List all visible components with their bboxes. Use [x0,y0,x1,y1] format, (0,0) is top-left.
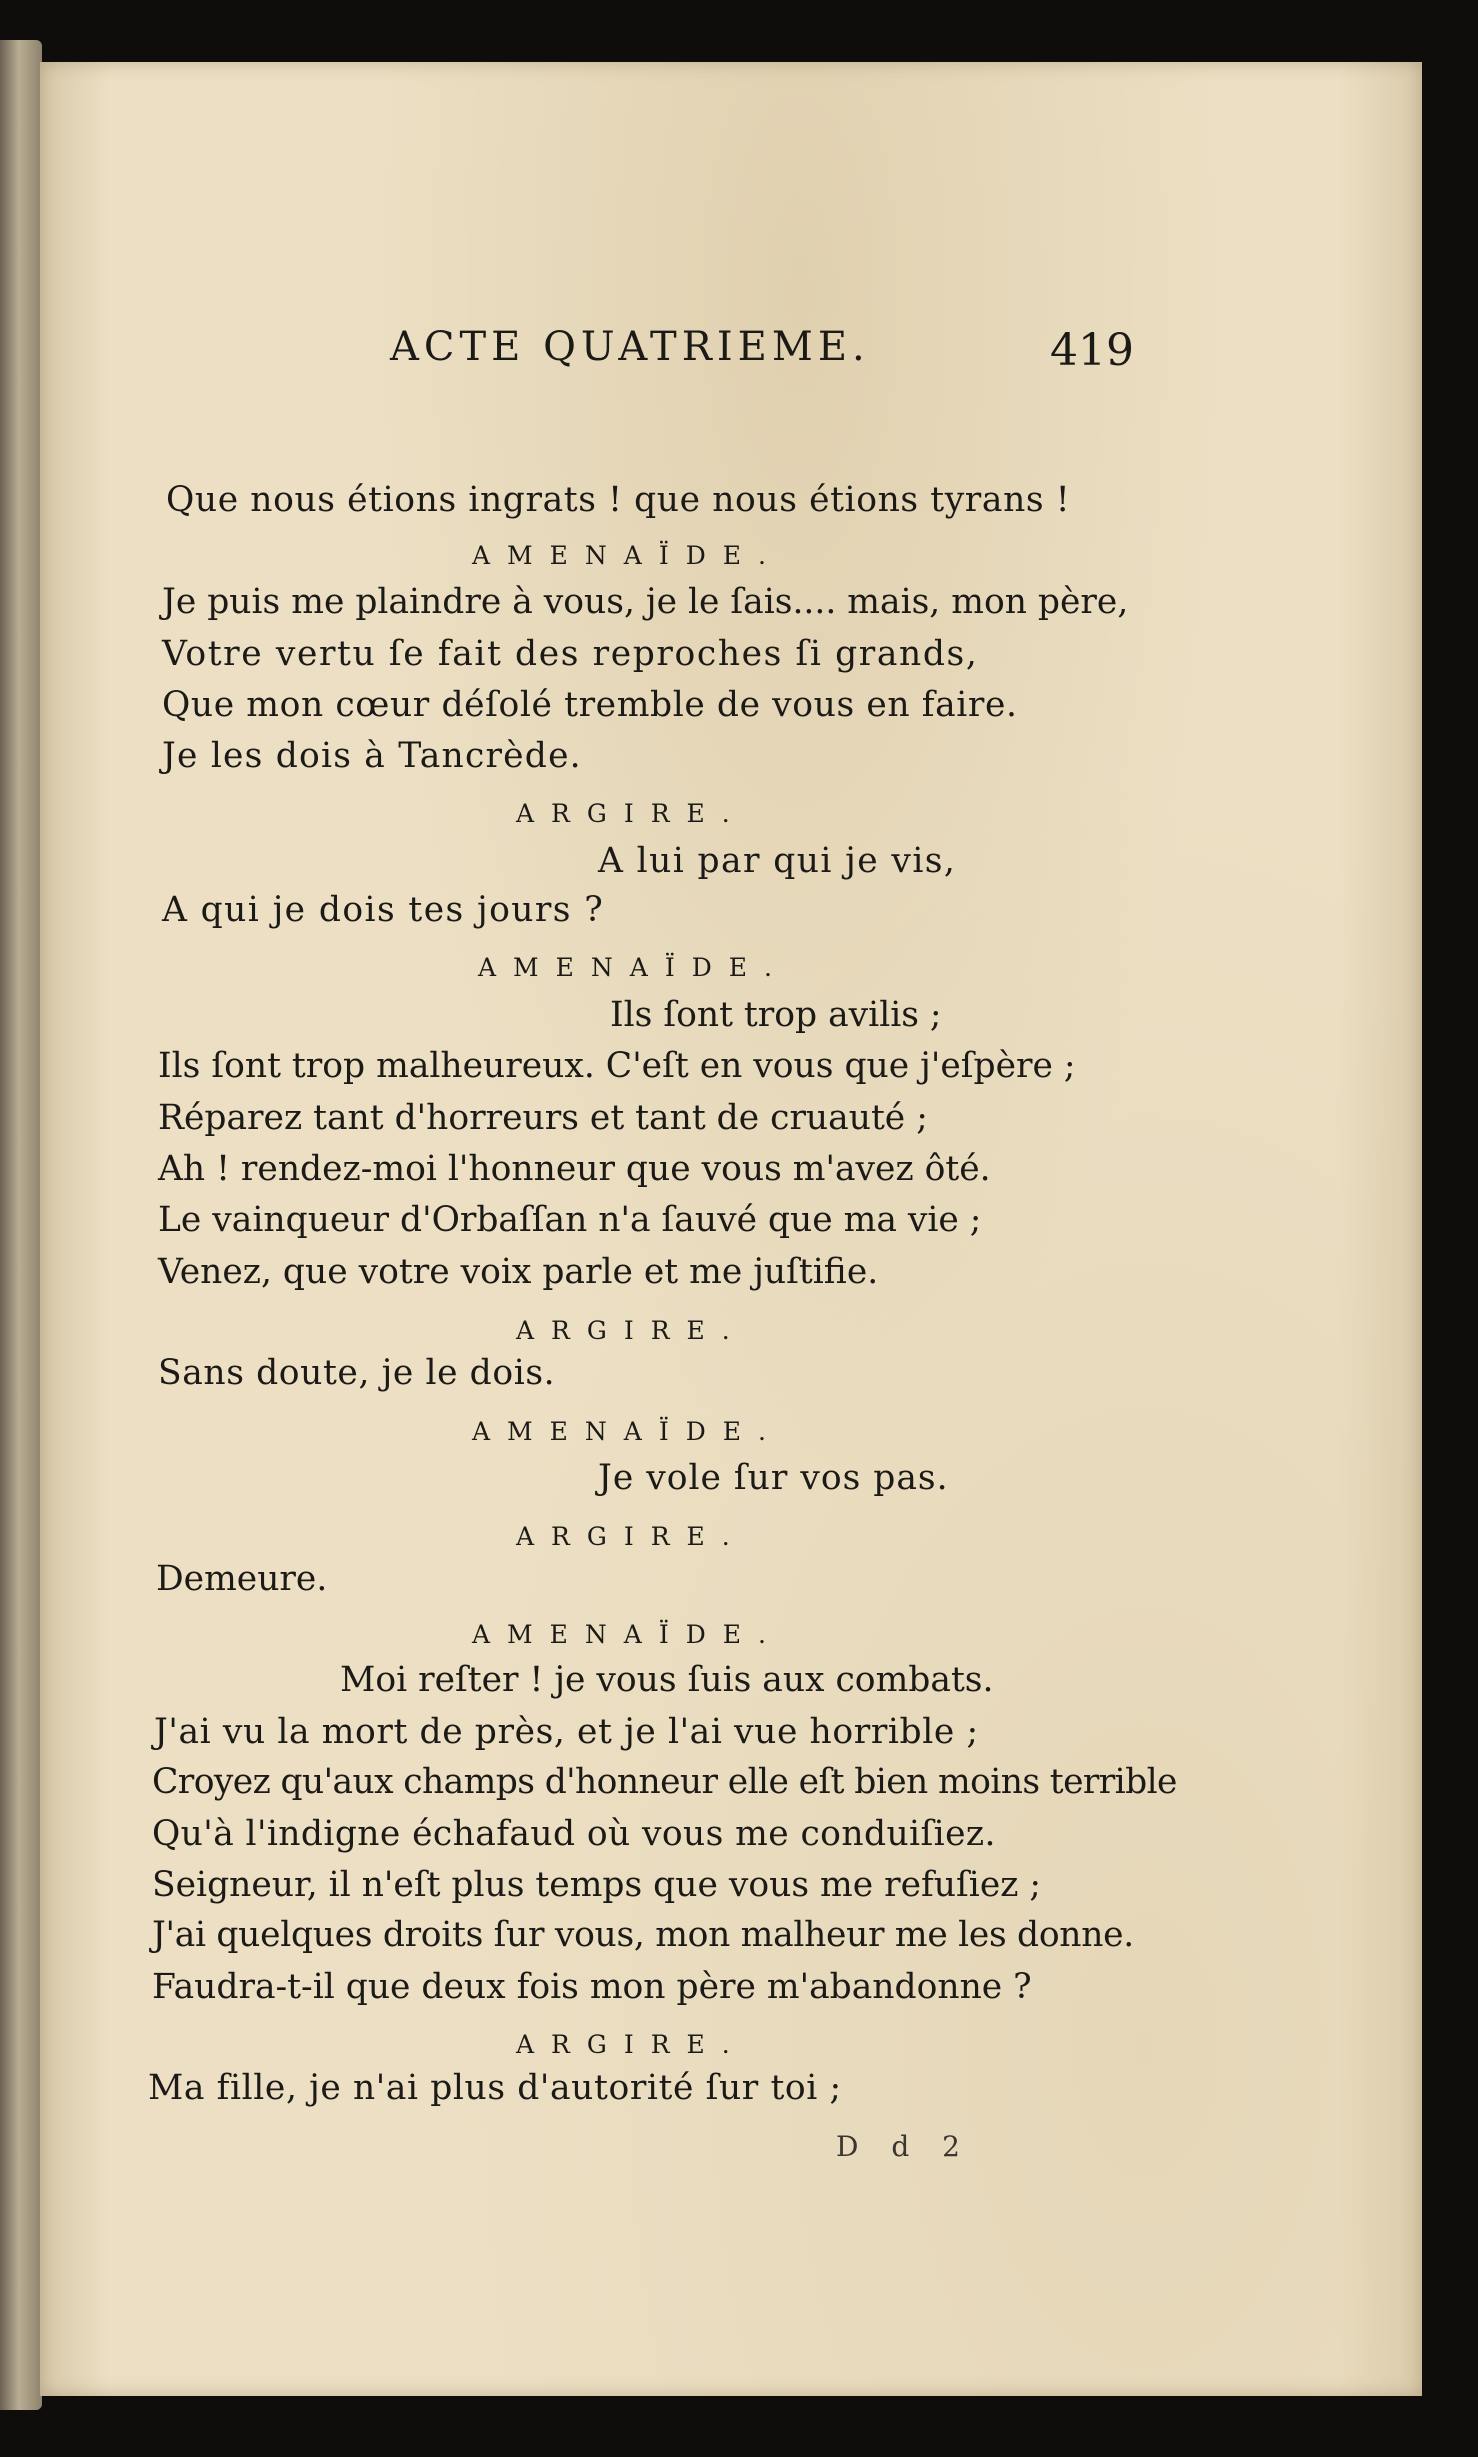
verse-line: Ah ! rendez-moi l'honneur que vous m'avez ôté. [158,1149,991,1189]
verse-line: Ils ſont trop malheureux. C'eſt en vous que j'eſpère ; [158,1046,1076,1086]
signature-mark: D d 2 [836,2130,972,2163]
speaker-name: ARGIRE. [516,2030,747,2059]
book-page [40,62,1422,2396]
book-spine-edge [0,40,42,2410]
verse-line: Ma fille, je n'ai plus d'autorité ſur toi ; [148,2068,842,2108]
verse-line: Je les dois à Tancrède. [162,736,582,776]
verse-line: Sans doute, je le dois. [158,1353,556,1393]
verse-line: Que mon cœur déſolé tremble de vous en faire. [162,685,1018,725]
verse-line: J'ai vu la mort de près, et je l'ai vue horrible ; [154,1712,979,1752]
verse-line: Je puis me plaindre à vous, je le ſais.... mais, mon père, [162,582,1129,622]
verse-line: Qu'à l'indigne échafaud où vous me conduiſiez. [152,1814,996,1854]
verse-line: J'ai quelques droits ſur vous, mon malheur me les donne. [152,1915,1134,1955]
speaker-name: AMENAÏDE. [472,1417,783,1446]
page-number: 419 [1050,325,1134,376]
verse-line: Ils ſont trop avilis ; [610,995,942,1035]
verse-line: Que nous étions ingrats ! que nous étions tyrans ! [166,480,1071,520]
speaker-name: ARGIRE. [516,1522,747,1551]
verse-line: Le vainqueur d'Orbaſſan n'a ſauvé que ma vie ; [158,1200,982,1240]
verse-line: Venez, que votre voix parle et me juſtifie. [158,1252,879,1292]
speaker-name: AMENAÏDE. [472,1620,783,1649]
verse-line: Réparez tant d'horreurs et tant de cruauté ; [158,1098,928,1138]
speaker-name: ARGIRE. [516,799,747,828]
verse-line: A lui par qui je vis, [598,841,957,881]
verse-line: Votre vertu ſe fait des reproches ſi grands, [162,634,979,674]
speaker-name: ARGIRE. [516,1316,747,1345]
verse-line: A qui je dois tes jours ? [162,890,605,930]
running-title: ACTE QUATRIEME. [390,324,870,370]
speaker-name: AMENAÏDE. [478,953,789,982]
verse-line: Faudra-t-il que deux fois mon père m'abandonne ? [152,1967,1032,2007]
verse-line: Demeure. [156,1559,328,1599]
verse-line: Croyez qu'aux champs d'honneur elle eſt bien moins terrible [152,1762,1177,1802]
speaker-name: AMENAÏDE. [472,541,783,570]
verse-line: Moi reſter ! je vous ſuis aux combats. [340,1660,994,1700]
verse-line: Seigneur, il n'eſt plus temps que vous me refuſiez ; [152,1865,1041,1905]
verse-line: Je vole ſur vos pas. [598,1458,949,1498]
